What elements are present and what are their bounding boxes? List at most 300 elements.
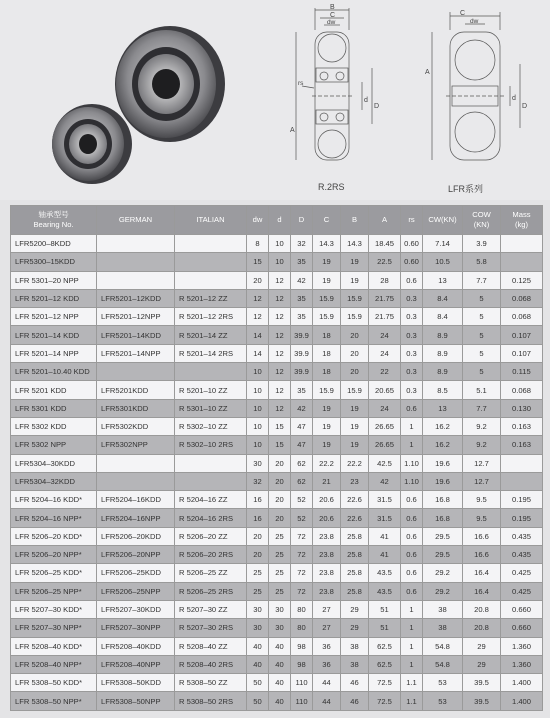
table-cell: LFR5300–15KDD bbox=[11, 253, 97, 271]
table-cell: LFR5201–12KDD bbox=[97, 289, 175, 307]
table-cell: 16.8 bbox=[423, 509, 463, 527]
table-cell: LFR 5302 KDD bbox=[11, 417, 97, 435]
table-cell: 25 bbox=[269, 582, 291, 600]
table-cell: 12 bbox=[269, 381, 291, 399]
table-cell: LFR 5204–16 KDD* bbox=[11, 491, 97, 509]
table-cell: 21.75 bbox=[369, 308, 401, 326]
table-cell: 12 bbox=[247, 289, 269, 307]
table-cell: 16.4 bbox=[463, 564, 501, 582]
header-area bbox=[0, 0, 550, 200]
table-cell: 22.5 bbox=[369, 253, 401, 271]
table-cell: LFR 5207–30 KDD* bbox=[11, 600, 97, 618]
table-cell bbox=[501, 235, 543, 253]
table-cell: LFR5206–20NPP bbox=[97, 546, 175, 564]
table-cell: 25 bbox=[269, 527, 291, 545]
column-header-line1: dw bbox=[252, 215, 263, 224]
table-cell: R 5201–12 2RS bbox=[175, 308, 247, 326]
table-cell: 42 bbox=[291, 399, 313, 417]
table-cell: 0.115 bbox=[501, 363, 543, 381]
table-cell: LFR5201KDD bbox=[97, 381, 175, 399]
table-cell: LFR5302NPP bbox=[97, 436, 175, 454]
table-cell: 1 bbox=[401, 637, 423, 655]
table-cell: 20 bbox=[247, 271, 269, 289]
table-cell: LFR5201–14NPP bbox=[97, 344, 175, 362]
table-cell: 0.660 bbox=[501, 619, 543, 637]
table-cell: 0.60 bbox=[401, 235, 423, 253]
table-cell: 23.8 bbox=[313, 582, 341, 600]
table-cell: 35 bbox=[291, 308, 313, 326]
table-cell: 0.3 bbox=[401, 344, 423, 362]
table-cell: R 5201–10 ZZ bbox=[175, 381, 247, 399]
table-cell: R 5201–14 2RS bbox=[175, 344, 247, 362]
table-cell: 15.9 bbox=[341, 289, 369, 307]
label-A: A bbox=[425, 69, 430, 76]
table-cell: 62.5 bbox=[369, 637, 401, 655]
table-cell: 15.9 bbox=[313, 308, 341, 326]
table-cell: 0.3 bbox=[401, 289, 423, 307]
table-cell: 0.3 bbox=[401, 381, 423, 399]
table-row bbox=[11, 235, 543, 253]
table-row bbox=[11, 674, 543, 692]
table-cell: 0.163 bbox=[501, 417, 543, 435]
table-cell bbox=[97, 253, 175, 271]
table-cell: 0.6 bbox=[401, 399, 423, 417]
table-cell: 44 bbox=[313, 692, 341, 710]
table-row bbox=[11, 399, 543, 417]
column-header-line2: (kg) bbox=[514, 220, 529, 229]
table-cell: 52 bbox=[291, 509, 313, 527]
table-cell: 9.5 bbox=[463, 491, 501, 509]
table-cell: 38 bbox=[423, 600, 463, 618]
column-header bbox=[313, 206, 341, 235]
table-row bbox=[11, 564, 543, 582]
table-cell: LFR 5208–40 NPP* bbox=[11, 655, 97, 673]
table-row bbox=[11, 509, 543, 527]
table-row bbox=[11, 289, 543, 307]
table-cell: LFR 5308–50 KDD* bbox=[11, 674, 97, 692]
table-cell: 16.2 bbox=[423, 436, 463, 454]
table-cell: 18 bbox=[313, 363, 341, 381]
table-cell: LFR 5301 KDD bbox=[11, 399, 97, 417]
table-row bbox=[11, 417, 543, 435]
table-cell: LFR5201–14KDD bbox=[97, 326, 175, 344]
table-cell: 39.9 bbox=[291, 344, 313, 362]
right-drawing-caption: LFR系列 bbox=[448, 184, 484, 194]
table-cell: 20.6 bbox=[313, 509, 341, 527]
table-cell: 10 bbox=[247, 363, 269, 381]
table-cell: 30 bbox=[247, 454, 269, 472]
table-cell: 21 bbox=[313, 472, 341, 490]
label-rs: rs bbox=[298, 80, 304, 87]
table-cell: 15 bbox=[247, 253, 269, 271]
table-cell: LFR 5308–50 NPP* bbox=[11, 692, 97, 710]
table-cell: 26.65 bbox=[369, 436, 401, 454]
table-cell: 40 bbox=[269, 692, 291, 710]
table-cell: R 5207–30 ZZ bbox=[175, 600, 247, 618]
table-cell: 26.65 bbox=[369, 417, 401, 435]
table-cell: 20 bbox=[247, 546, 269, 564]
table-cell: R 5206–20 ZZ bbox=[175, 527, 247, 545]
table-cell: 19 bbox=[341, 399, 369, 417]
table-cell: LFR 5201 KDD bbox=[11, 381, 97, 399]
table-cell: 50 bbox=[247, 674, 269, 692]
table-cell: 0.3 bbox=[401, 363, 423, 381]
table-cell: 0.6 bbox=[401, 271, 423, 289]
table-cell: 12 bbox=[269, 326, 291, 344]
table-cell: 5.8 bbox=[463, 253, 501, 271]
table-cell bbox=[175, 271, 247, 289]
table-cell: 42.5 bbox=[369, 454, 401, 472]
table-cell: 31.5 bbox=[369, 509, 401, 527]
table-cell: 19 bbox=[313, 271, 341, 289]
lfr-section-drawing bbox=[420, 2, 530, 182]
table-cell: LFR5208–40KDD bbox=[97, 637, 175, 655]
table-cell: 1 bbox=[401, 417, 423, 435]
table-cell: 12 bbox=[269, 399, 291, 417]
label-d: d bbox=[512, 95, 516, 102]
table-cell: 32 bbox=[247, 472, 269, 490]
table-cell: 1 bbox=[401, 436, 423, 454]
table-cell: 23 bbox=[341, 472, 369, 490]
table-cell: 0.068 bbox=[501, 289, 543, 307]
column-header-line1: C bbox=[323, 215, 330, 224]
table-cell: 7.7 bbox=[463, 271, 501, 289]
table-cell: 25 bbox=[247, 582, 269, 600]
table-row bbox=[11, 326, 543, 344]
table-cell: 0.60 bbox=[401, 253, 423, 271]
table-cell: 20.6 bbox=[313, 491, 341, 509]
table-cell: R 5206–20 2RS bbox=[175, 546, 247, 564]
table-row bbox=[11, 637, 543, 655]
table-cell: 24 bbox=[369, 399, 401, 417]
table-cell bbox=[175, 235, 247, 253]
table-cell: 10 bbox=[247, 381, 269, 399]
table-cell: 8.9 bbox=[423, 326, 463, 344]
table-cell: 29.2 bbox=[423, 582, 463, 600]
table-cell: 20.8 bbox=[463, 619, 501, 637]
table-cell: 72 bbox=[291, 527, 313, 545]
table-cell: 8 bbox=[247, 235, 269, 253]
table-cell: 14.3 bbox=[341, 235, 369, 253]
table-cell: 52 bbox=[291, 491, 313, 509]
column-header-line1: CW(KN) bbox=[428, 215, 457, 224]
table-cell: 72 bbox=[291, 546, 313, 564]
table-cell: LFR5206–25KDD bbox=[97, 564, 175, 582]
table-cell: 41 bbox=[369, 546, 401, 564]
table-cell: 0.163 bbox=[501, 436, 543, 454]
table-cell bbox=[501, 472, 543, 490]
table-row bbox=[11, 253, 543, 271]
table-cell: 5 bbox=[463, 326, 501, 344]
table-cell: 12.7 bbox=[463, 454, 501, 472]
table-cell: 5 bbox=[463, 363, 501, 381]
table-row bbox=[11, 344, 543, 362]
table-cell: 0.107 bbox=[501, 326, 543, 344]
table-cell: 28 bbox=[369, 271, 401, 289]
table-cell: 14 bbox=[247, 344, 269, 362]
table-cell: LFR5204–16NPP bbox=[97, 509, 175, 527]
table-cell: 25.8 bbox=[341, 564, 369, 582]
table-cell: 10.5 bbox=[423, 253, 463, 271]
table-cell: 20 bbox=[269, 491, 291, 509]
table-cell: 29.2 bbox=[423, 564, 463, 582]
table-cell: R 5308–50 ZZ bbox=[175, 674, 247, 692]
table-cell: 19 bbox=[313, 253, 341, 271]
table-cell: LFR5206–20KDD bbox=[97, 527, 175, 545]
table-cell: 29 bbox=[463, 637, 501, 655]
column-header-line1: rs bbox=[408, 215, 415, 224]
table-cell: 22.2 bbox=[341, 454, 369, 472]
table-cell: 39.9 bbox=[291, 326, 313, 344]
table-cell: 19.6 bbox=[423, 472, 463, 490]
label-D: D bbox=[374, 103, 380, 110]
table-cell: 39.5 bbox=[463, 692, 501, 710]
table-cell: 32 bbox=[291, 235, 313, 253]
table-cell: 72.5 bbox=[369, 692, 401, 710]
table-row bbox=[11, 527, 543, 545]
table-cell: 23.8 bbox=[313, 527, 341, 545]
column-header bbox=[463, 206, 501, 235]
table-cell: 47 bbox=[291, 436, 313, 454]
table-cell: R 5208–40 ZZ bbox=[175, 637, 247, 655]
table-cell: 3.9 bbox=[463, 235, 501, 253]
table-cell: R 5302–10 2RS bbox=[175, 436, 247, 454]
table-cell: 12.7 bbox=[463, 472, 501, 490]
table-cell: 53 bbox=[423, 692, 463, 710]
r2rs-section-drawing bbox=[288, 2, 388, 182]
table-cell: 18 bbox=[313, 326, 341, 344]
table-cell bbox=[501, 253, 543, 271]
table-cell: 29.5 bbox=[423, 527, 463, 545]
table-cell: 47 bbox=[291, 417, 313, 435]
table-cell: 0.195 bbox=[501, 509, 543, 527]
table-cell: LFR 5201–14 KDD bbox=[11, 326, 97, 344]
table-cell: 35 bbox=[291, 289, 313, 307]
table-cell: 25.8 bbox=[341, 546, 369, 564]
table-cell: 8.9 bbox=[423, 344, 463, 362]
table-cell: LFR 5204–16 NPP* bbox=[11, 509, 97, 527]
table-cell: 29 bbox=[341, 619, 369, 637]
table-cell: R 5204–16 2RS bbox=[175, 509, 247, 527]
table-cell: 20 bbox=[341, 326, 369, 344]
label-d: d bbox=[364, 97, 368, 104]
table-cell: 7.7 bbox=[463, 399, 501, 417]
table-cell: LFR5204–16KDD bbox=[97, 491, 175, 509]
table-cell bbox=[97, 271, 175, 289]
table-cell: 12 bbox=[247, 308, 269, 326]
table-cell: LFR 5206–25 NPP* bbox=[11, 582, 97, 600]
table-cell: 22.6 bbox=[341, 491, 369, 509]
table-row bbox=[11, 271, 543, 289]
table-cell: 0.068 bbox=[501, 381, 543, 399]
table-row bbox=[11, 655, 543, 673]
table-cell: 35 bbox=[291, 253, 313, 271]
column-header bbox=[369, 206, 401, 235]
table-cell: R 5206–25 2RS bbox=[175, 582, 247, 600]
bearing-photo bbox=[30, 18, 230, 188]
table-cell: 0.6 bbox=[401, 582, 423, 600]
table-row bbox=[11, 600, 543, 618]
table-cell bbox=[97, 235, 175, 253]
table-cell: 0.6 bbox=[401, 527, 423, 545]
column-header bbox=[341, 206, 369, 235]
table-cell: LFR5207–30NPP bbox=[97, 619, 175, 637]
table-cell: 21.75 bbox=[369, 289, 401, 307]
table-cell: 19.6 bbox=[423, 454, 463, 472]
table-cell bbox=[175, 472, 247, 490]
table-cell: 72 bbox=[291, 582, 313, 600]
table-cell: 30 bbox=[247, 600, 269, 618]
table-cell: 39.9 bbox=[291, 363, 313, 381]
table-cell: 15 bbox=[269, 436, 291, 454]
table-cell: 36 bbox=[313, 637, 341, 655]
table-cell: 40 bbox=[269, 637, 291, 655]
large-bearing-image bbox=[115, 26, 225, 142]
table-cell: 12 bbox=[269, 289, 291, 307]
table-cell bbox=[501, 454, 543, 472]
table-cell: 62.5 bbox=[369, 655, 401, 673]
table-cell: LFR5301KDD bbox=[97, 399, 175, 417]
table-cell: 1.360 bbox=[501, 655, 543, 673]
left-drawing-caption: R.2RS bbox=[318, 182, 345, 192]
table-cell bbox=[175, 253, 247, 271]
table-cell: 16.2 bbox=[423, 417, 463, 435]
table-cell: 110 bbox=[291, 674, 313, 692]
table-row bbox=[11, 436, 543, 454]
table-cell: 5.1 bbox=[463, 381, 501, 399]
table-cell: 23.8 bbox=[313, 564, 341, 582]
column-header bbox=[175, 206, 247, 235]
table-cell: 10 bbox=[247, 436, 269, 454]
table-cell: 16.6 bbox=[463, 546, 501, 564]
table-cell: 51 bbox=[369, 619, 401, 637]
table-cell: 44 bbox=[313, 674, 341, 692]
table-row bbox=[11, 619, 543, 637]
table-cell: LFR5207–30KDD bbox=[97, 600, 175, 618]
table-cell: 40 bbox=[247, 655, 269, 673]
table-cell: 46 bbox=[341, 692, 369, 710]
table-cell: 24 bbox=[369, 326, 401, 344]
table-cell: 9.2 bbox=[463, 417, 501, 435]
table-cell: 25.8 bbox=[341, 527, 369, 545]
table-cell: 22.2 bbox=[313, 454, 341, 472]
table-cell: 27 bbox=[313, 600, 341, 618]
column-header bbox=[501, 206, 543, 235]
column-header-line1: d bbox=[277, 215, 282, 224]
table-cell: 1.1 bbox=[401, 692, 423, 710]
table-cell: 15.9 bbox=[341, 308, 369, 326]
table-cell: 15.9 bbox=[313, 381, 341, 399]
table-cell: 50 bbox=[247, 692, 269, 710]
table-cell: LFR 5201–12 KDD bbox=[11, 289, 97, 307]
table-cell: 31.5 bbox=[369, 491, 401, 509]
table-cell: 5 bbox=[463, 344, 501, 362]
table-cell: 43.5 bbox=[369, 582, 401, 600]
table-cell: 1.1 bbox=[401, 674, 423, 692]
table-cell bbox=[97, 363, 175, 381]
table-cell: 19 bbox=[313, 436, 341, 454]
column-header bbox=[423, 206, 463, 235]
table-cell: 20.65 bbox=[369, 381, 401, 399]
table-cell: 8.9 bbox=[423, 363, 463, 381]
table-cell: 8.4 bbox=[423, 289, 463, 307]
label-dw: dw bbox=[470, 18, 479, 25]
table-cell: 110 bbox=[291, 692, 313, 710]
table-cell: 0.6 bbox=[401, 564, 423, 582]
table-cell: 0.107 bbox=[501, 344, 543, 362]
table-cell: 25.8 bbox=[341, 582, 369, 600]
table-row bbox=[11, 582, 543, 600]
column-header-line2: (KN) bbox=[473, 220, 490, 229]
table-cell: 12 bbox=[269, 363, 291, 381]
column-header bbox=[97, 206, 175, 235]
table-cell: 42 bbox=[291, 271, 313, 289]
table-cell: 62 bbox=[291, 472, 313, 490]
table-cell: 18 bbox=[313, 344, 341, 362]
table-cell: 24 bbox=[369, 344, 401, 362]
table-cell: 35 bbox=[291, 381, 313, 399]
table-cell bbox=[97, 472, 175, 490]
table-cell: 80 bbox=[291, 619, 313, 637]
column-header bbox=[269, 206, 291, 235]
label-C: C bbox=[460, 10, 466, 17]
table-cell bbox=[97, 454, 175, 472]
column-header-line1: Mass bbox=[512, 210, 531, 219]
label-C: C bbox=[330, 12, 336, 19]
table-cell: 8.5 bbox=[423, 381, 463, 399]
table-cell: 53 bbox=[423, 674, 463, 692]
table-cell: LFR 5206–20 NPP* bbox=[11, 546, 97, 564]
table-cell: 20 bbox=[247, 527, 269, 545]
table-cell: 10 bbox=[247, 399, 269, 417]
table-cell: 0.195 bbox=[501, 491, 543, 509]
table-cell: 38 bbox=[341, 655, 369, 673]
table-cell: LFR5208–40NPP bbox=[97, 655, 175, 673]
table-cell: 51 bbox=[369, 600, 401, 618]
column-header-line1: D bbox=[298, 215, 305, 224]
small-bearing-image bbox=[52, 104, 132, 184]
table-cell: LFR 5302 NPP bbox=[11, 436, 97, 454]
table-cell: 29 bbox=[463, 655, 501, 673]
label-B: B bbox=[330, 4, 335, 11]
table-cell: 5 bbox=[463, 308, 501, 326]
column-header-line2: Bearing No. bbox=[33, 220, 74, 229]
column-header bbox=[291, 206, 313, 235]
table-cell: 54.8 bbox=[423, 655, 463, 673]
table-cell: 10 bbox=[269, 235, 291, 253]
table-body bbox=[11, 235, 543, 711]
table-cell: 25 bbox=[247, 564, 269, 582]
table-cell: R 5301–10 ZZ bbox=[175, 399, 247, 417]
table-cell: 14 bbox=[247, 326, 269, 344]
table-cell: 98 bbox=[291, 655, 313, 673]
table-cell: 38 bbox=[341, 637, 369, 655]
column-header-line1: A bbox=[381, 215, 388, 224]
table-cell: 0.3 bbox=[401, 326, 423, 344]
table-cell: 7.14 bbox=[423, 235, 463, 253]
table-cell: 15 bbox=[269, 417, 291, 435]
table-cell: 12 bbox=[269, 344, 291, 362]
table-cell: 13 bbox=[423, 271, 463, 289]
table-cell: R 5204–16 ZZ bbox=[175, 491, 247, 509]
table-cell: 9.2 bbox=[463, 436, 501, 454]
table-cell: 22 bbox=[369, 363, 401, 381]
label-dw: dw bbox=[327, 19, 336, 26]
table-cell: R 5206–25 ZZ bbox=[175, 564, 247, 582]
table-cell: LFR5201–12NPP bbox=[97, 308, 175, 326]
table-cell: 18.45 bbox=[369, 235, 401, 253]
table-cell: 0.6 bbox=[401, 509, 423, 527]
